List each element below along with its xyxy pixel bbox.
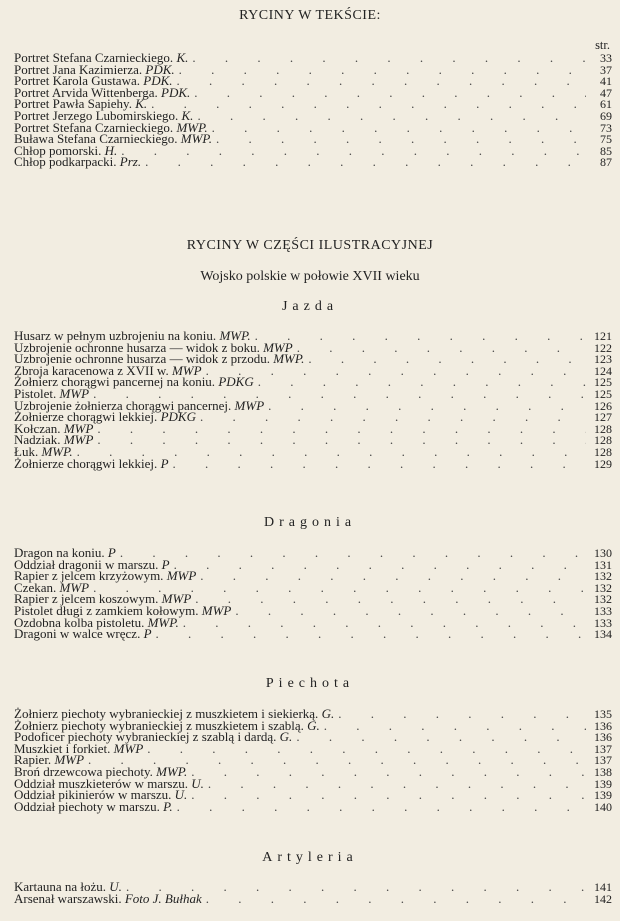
dot-leader [194,87,586,99]
dot-leader [191,766,586,778]
entry-text: Portret Stefana Czarnieckiego. [14,119,174,135]
entry-page-number: 128 [594,421,612,436]
dot-leader [195,593,586,605]
entry-text: Uzbrojenie żołnierza chorągwi pancernej. [14,397,232,413]
illustrated-title: RYCINY W CZĘŚCI ILUSTRACYJNEJ [186,238,434,253]
entry-source: MWP [161,591,192,607]
contents-entry [14,156,612,168]
section-list-jazda [14,330,612,469]
entry-page-number: 126 [594,398,612,413]
entry-page-number: 141 [594,880,612,894]
dot-leader [177,75,587,87]
entry-text: Portret Karola Gustawa. [14,73,140,89]
entry-source: MWP. [176,119,208,135]
entry-text: Łuk. [14,443,39,459]
entry-page-number: 139 [594,788,612,803]
entry-source: PDK. [143,73,173,89]
text-figures-list [14,52,612,168]
dot-leader [297,342,586,354]
entry-source: Foto J. Bułhak [124,890,202,906]
entry-page-number: 122 [594,340,612,355]
entry-source: MWP [59,579,90,595]
entry-text: Nadziak. [14,432,61,448]
entry-text: Chłop pomorski. [14,142,102,158]
entry-page-number: 139 [594,776,612,791]
entry-source: G. [279,729,293,745]
entry-title [14,628,152,640]
dot-leader [121,145,586,157]
dot-leader [173,458,586,470]
illustrated-subtitle: Wojsko polskie w połowie XVII wieku [200,269,420,284]
entry-page-number: 142 [594,891,612,906]
entry-text: Oddział pikinierów w marszu. [14,787,172,803]
entry-page-number: 133 [594,615,612,630]
entry-page-number: 37 [600,62,612,77]
dot-leader [296,731,586,743]
entry-page-number: 33 [600,51,612,65]
entry-page-number: 132 [594,580,612,595]
contents-entry [14,376,612,388]
entry-text: Żołnierz piechoty wybranieckiej z muszkietem i szablą. [14,717,304,733]
entry-source: P [160,455,169,471]
entry-source: MWP [59,385,90,401]
entry-page-number: 125 [594,375,612,390]
entry-text: Chłop podkarpacki. [14,154,117,170]
entry-source: K. [135,96,148,112]
dot-leader [156,628,586,640]
entry-text: Oddział muszkieterów w marszu. [14,775,189,791]
entry-source: MWP. [156,763,188,779]
section-heading-artyleria: Artyleria [262,850,358,865]
entry-source: G. [307,717,320,733]
dot-leader [197,110,586,122]
entry-text: Dragoni w walce wręcz. [14,626,141,642]
entry-source: K. [181,107,194,123]
contents-entry [14,455,612,471]
entry-source: MWP [166,568,197,584]
dot-leader [212,122,586,134]
entry-text: Ozdobna kolba pistoletu. [14,614,145,630]
entry-page-number: 138 [594,764,612,779]
entry-text: Uzbrojenie ochronne husarza — widok z przodu. [14,351,270,367]
entry-source: P. [163,798,173,814]
dot-leader [200,570,586,582]
entry-text: Oddział dragonii w marszu. [14,556,159,572]
entry-text: Uzbrojenie ochronne husarza — widok z boku. [14,339,260,355]
entry-title [14,455,169,471]
entry-title [14,890,202,906]
entry-text: Portret Pawła Sapiehy. [14,96,132,112]
entry-source: MWP [63,420,94,436]
entry-source: MWP [201,602,232,618]
entry-text: Zbroja karacenowa z XVII w. [14,362,169,378]
entry-page-number: 75 [600,132,612,147]
dot-leader [151,98,586,110]
page-column-label: str. [595,38,610,52]
entry-source: MWP. [273,351,305,367]
entry-page-number: 125 [594,386,612,401]
entry-source: U. [109,879,122,894]
contents-entry [14,890,612,906]
entry-title [14,798,173,814]
entry-source: MWP [54,752,85,768]
dot-leader [338,708,586,720]
entry-text: Żołnierze chorągwi lekkiej. [14,455,158,471]
entry-text: Buława Stefana Czarnieckiego. [14,131,178,147]
dot-leader [206,893,586,905]
entry-title [14,156,141,168]
dot-leader [235,605,586,617]
entry-text: Żołnierz chorągwi pancernej na koniu. [14,374,216,390]
dot-leader [183,617,586,629]
entry-source: MWP. [41,443,73,459]
entry-page-number: 135 [594,707,612,721]
entry-text: Portret Jana Kazimierza. [14,61,143,77]
section-heading-jazda: Jazda [281,299,339,314]
entry-source: K. [176,50,189,65]
entry-text: Arsenał warszawski. [14,890,122,906]
entry-source: PDKG [218,374,254,390]
entry-text: Portret Arvida Wittenberga. [14,84,158,100]
entry-text: Rapier. [14,752,52,768]
entry-page-number: 134 [594,627,612,642]
entry-page-number: 47 [600,85,612,100]
entry-page-number: 132 [594,569,612,584]
entry-page-number: 123 [594,352,612,367]
entry-page-number: 41 [600,74,612,89]
entry-source: P [107,545,116,560]
dot-leader [174,559,586,571]
entry-page-number: 127 [594,410,612,425]
section-list-artyleria [14,881,612,904]
entry-page-number: 87 [600,155,612,170]
dot-leader [206,365,586,377]
entry-text: Podoficer piechoty wybranieckiej z szablą i dardą. [14,729,277,745]
entry-page-number: 73 [600,120,612,135]
entry-page-number: 128 [594,444,612,459]
entry-page-number: 132 [594,592,612,607]
entry-source: H. [104,142,118,158]
entry-text: Żołnierze chorągwi lekkiej. [14,409,158,425]
dot-leader [179,64,586,76]
entry-page-number: 69 [600,108,612,123]
dot-leader [216,133,586,145]
entry-source: PDKG [160,409,196,425]
dot-leader [191,789,586,801]
entry-text: Rapier z jelcem krzyżowym. [14,568,164,584]
entry-source: P [161,556,170,572]
entry-source: MWP [63,432,94,448]
dot-leader [145,156,586,168]
text-figures-title: RYCINY W TEKŚCIE: [239,8,381,23]
entry-page-number: 124 [594,363,612,378]
contents-entry [14,798,612,814]
entry-source: MWP. [219,328,251,343]
entry-source: MWP [234,397,265,413]
entry-text: Czekan. [14,579,57,595]
entry-page-number: 131 [594,557,612,572]
entry-page-number: 61 [600,97,612,112]
entry-page-number: 140 [594,799,612,814]
entry-page-number: 137 [594,753,612,768]
entry-source: PDK. [145,61,175,77]
dot-leader [255,330,586,342]
entry-source: MWP. [147,614,179,630]
entry-source: G. [321,706,335,721]
entry-source: U. [191,775,204,791]
entry-text: Broń drzewcowa piechoty. [14,763,153,779]
dot-leader [324,720,586,732]
entry-page-number: 130 [594,546,612,560]
entry-source: MWP. [180,131,212,147]
entry-text: Portret Jerzego Lubomirskiego. [14,107,179,123]
entry-text: Muszkiet i forkiet. [14,740,111,756]
entry-page-number: 136 [594,730,612,745]
entry-source: MWP [263,339,293,355]
entry-source: PDK. [161,84,191,100]
dot-leader [268,400,586,412]
dot-leader [120,547,586,559]
contents-entry [14,740,612,756]
contents-entry [14,420,612,436]
entry-source: MWP [171,362,202,378]
entry-page-number: 137 [594,741,612,756]
contents-entry [14,628,612,640]
dot-leader [97,423,586,435]
entry-page-number: 136 [594,718,612,733]
entry-page-number: 85 [600,143,612,158]
entry-text: Żołnierz piechoty wybranieckiej z muszkietem i siekierką. [14,706,319,721]
dot-leader [258,376,586,388]
section-list-piechota [14,708,612,812]
dot-leader [147,743,586,755]
dot-leader [308,353,586,365]
entry-text: Dragon na koniu. [14,545,105,560]
entry-text: Kartauna na łożu. [14,879,107,894]
entry-page-number: 133 [594,603,612,618]
entry-page-number: 129 [594,456,612,471]
entry-text: Pistolet. [14,385,57,401]
section-list-dragonia [14,547,612,640]
dot-leader [208,778,586,790]
entry-text: Portret Stefana Czarnieckiego. [14,50,174,65]
entry-source: MWP [113,740,144,756]
dot-leader [177,801,586,813]
contents-entry [14,434,612,446]
dot-leader [192,52,586,64]
entry-source: Prz. [119,154,142,170]
contents-entry [14,411,612,423]
entry-page-number: 121 [594,329,612,343]
entry-text: Husarz w pełnym uzbrojeniu na koniu. [14,328,217,343]
contents-entry [14,570,612,582]
entry-text: Rapier z jelcem koszowym. [14,591,159,607]
entry-source: U. [174,787,188,803]
section-heading-piechota: Piechota [265,676,355,691]
entry-page-number: 128 [594,433,612,448]
dot-leader [97,434,586,446]
entry-text: Oddział piechoty w marszu. [14,798,160,814]
section-heading-dragonia: Dragonia [263,515,357,530]
entry-source: P [143,626,152,642]
entry-text: Kołczan. [14,420,61,436]
dot-leader [200,411,586,423]
entry-text: Pistolet długi z zamkiem kołowym. [14,602,199,618]
